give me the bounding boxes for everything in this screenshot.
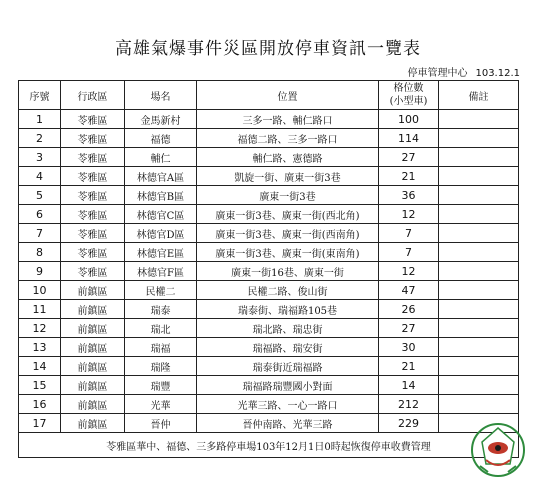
row-spaces: 12 (379, 205, 439, 224)
table-header-row (19, 81, 519, 110)
row-remark (439, 110, 519, 129)
table-row (19, 224, 519, 243)
row-remark (439, 395, 519, 414)
row-district: 前鎮區 (61, 414, 125, 433)
row-remark (439, 129, 519, 148)
table-row (19, 395, 519, 414)
row-district: 前鎮區 (61, 395, 125, 414)
document-title: 高雄氣爆事件災區開放停車資訊一覽表 (115, 39, 421, 59)
emblem-icon (468, 420, 528, 480)
row-location: 瑞泰街、瑞福路105巷 (197, 300, 379, 319)
row-remark (439, 300, 519, 319)
row-spaces: 14 (379, 376, 439, 395)
row-no: 1 (19, 110, 61, 129)
table-row (19, 129, 519, 148)
row-location: 民權二路、俊山街 (197, 281, 379, 300)
row-remark (439, 167, 519, 186)
row-no: 7 (19, 224, 61, 243)
row-spaces: 26 (379, 300, 439, 319)
row-location: 廣東一街3巷、廣東一街(西南角) (197, 224, 379, 243)
row-lot-name: 民權二 (125, 281, 197, 300)
row-no: 15 (19, 376, 61, 395)
issuer-line (330, 64, 520, 79)
row-district: 苓雅區 (61, 110, 125, 129)
table-row (19, 281, 519, 300)
row-spaces: 27 (379, 319, 439, 338)
issue-date: 103.12.1 (475, 68, 520, 79)
row-location: 光華三路、一心一路口 (197, 395, 379, 414)
row-spaces: 114 (379, 129, 439, 148)
row-district: 苓雅區 (61, 186, 125, 205)
header-spaces-line1: 格位數 (393, 83, 424, 94)
emblem-pupil (495, 445, 501, 451)
row-spaces: 21 (379, 167, 439, 186)
header-spaces-line2: (小型車) (389, 96, 428, 107)
header-lot-name: 場名 (125, 81, 197, 110)
table-row (19, 205, 519, 224)
header-location: 位置 (197, 81, 379, 110)
row-location: 廣東一街3巷、廣東一街(東南角) (197, 243, 379, 262)
row-district: 苓雅區 (61, 262, 125, 281)
table-row (19, 148, 519, 167)
row-no: 10 (19, 281, 61, 300)
row-district: 苓雅區 (61, 129, 125, 148)
row-spaces: 7 (379, 243, 439, 262)
row-spaces: 36 (379, 186, 439, 205)
row-district: 前鎮區 (61, 357, 125, 376)
row-location: 瑞福路、瑞安街 (197, 338, 379, 357)
row-lot-name: 林德官B區 (125, 186, 197, 205)
table-row (19, 414, 519, 433)
row-remark (439, 338, 519, 357)
row-district: 前鎮區 (61, 338, 125, 357)
row-lot-name: 林德官C區 (125, 205, 197, 224)
row-location: 瑞北路、瑞忠街 (197, 319, 379, 338)
table-row (19, 167, 519, 186)
row-district: 前鎮區 (61, 281, 125, 300)
emblem-leaves (480, 466, 516, 472)
row-district: 苓雅區 (61, 167, 125, 186)
row-no: 17 (19, 414, 61, 433)
row-location: 凱旋一街、廣東一街3巷 (197, 167, 379, 186)
row-spaces: 27 (379, 148, 439, 167)
table-row (19, 186, 519, 205)
row-lot-name: 瑞豐 (125, 376, 197, 395)
row-no: 13 (19, 338, 61, 357)
row-lot-name: 林德官E區 (125, 243, 197, 262)
row-remark (439, 262, 519, 281)
row-location: 輔仁路、憲德路 (197, 148, 379, 167)
table-row (19, 319, 519, 338)
table-row (19, 300, 519, 319)
row-remark (439, 281, 519, 300)
table-row (19, 376, 519, 395)
row-spaces: 21 (379, 357, 439, 376)
row-district: 苓雅區 (61, 224, 125, 243)
header-remarks: 備註 (439, 81, 519, 110)
row-no: 12 (19, 319, 61, 338)
row-location: 瑞福路瑞豐國小對面 (197, 376, 379, 395)
row-lot-name: 瑞福 (125, 338, 197, 357)
row-lot-name: 林德官D區 (125, 224, 197, 243)
row-no: 14 (19, 357, 61, 376)
row-district: 前鎮區 (61, 376, 125, 395)
table-row (19, 262, 519, 281)
row-lot-name: 林德官F區 (125, 262, 197, 281)
row-spaces: 100 (379, 110, 439, 129)
row-remark (439, 357, 519, 376)
row-remark (439, 319, 519, 338)
row-no: 16 (19, 395, 61, 414)
header-no: 序號 (19, 81, 61, 110)
parking-table (18, 80, 519, 458)
row-district: 前鎮區 (61, 300, 125, 319)
row-no: 3 (19, 148, 61, 167)
footnote: 苓雅區華中、福德、三多路停車場103年12月1日0時起恢復停車收費管理 (19, 433, 519, 458)
row-no: 2 (19, 129, 61, 148)
row-district: 前鎮區 (61, 319, 125, 338)
row-location: 晉仲南路、光華三路 (197, 414, 379, 433)
row-no: 6 (19, 205, 61, 224)
row-district: 苓雅區 (61, 205, 125, 224)
table-row (19, 243, 519, 262)
row-location: 廣東一街16巷、廣東一街 (197, 262, 379, 281)
row-lot-name: 林德官A區 (125, 167, 197, 186)
row-spaces: 229 (379, 414, 439, 433)
row-lot-name: 晉仲 (125, 414, 197, 433)
row-spaces: 12 (379, 262, 439, 281)
row-no: 8 (19, 243, 61, 262)
row-remark (439, 186, 519, 205)
row-remark (439, 205, 519, 224)
row-spaces: 212 (379, 395, 439, 414)
row-no: 9 (19, 262, 61, 281)
row-lot-name: 瑞泰 (125, 300, 197, 319)
row-spaces: 7 (379, 224, 439, 243)
row-spaces: 30 (379, 338, 439, 357)
row-lot-name: 金馬新村 (125, 110, 197, 129)
row-no: 11 (19, 300, 61, 319)
row-remark (439, 224, 519, 243)
row-remark (439, 148, 519, 167)
row-lot-name: 瑞隆 (125, 357, 197, 376)
row-district: 苓雅區 (61, 243, 125, 262)
table-row (19, 110, 519, 129)
row-location: 三多一路、輔仁路口 (197, 110, 379, 129)
row-no: 5 (19, 186, 61, 205)
issuer-name: 停車管理中心 (407, 68, 468, 79)
row-location: 瑞泰街近瑞福路 (197, 357, 379, 376)
row-lot-name: 福德 (125, 129, 197, 148)
row-location: 廣東一街3巷、廣東一街(西北角) (197, 205, 379, 224)
row-remark (439, 243, 519, 262)
row-location: 廣東一街3巷 (197, 186, 379, 205)
header-spaces (379, 81, 439, 110)
row-remark (439, 376, 519, 395)
header-district: 行政區 (61, 81, 125, 110)
row-lot-name: 瑞北 (125, 319, 197, 338)
row-district: 苓雅區 (61, 148, 125, 167)
table-body (19, 110, 519, 458)
table-row (19, 357, 519, 376)
row-lot-name: 輔仁 (125, 148, 197, 167)
row-no: 4 (19, 167, 61, 186)
row-lot-name: 光華 (125, 395, 197, 414)
footnote-row (19, 433, 519, 458)
row-location: 福德二路、三多一路口 (197, 129, 379, 148)
table-row (19, 338, 519, 357)
row-spaces: 47 (379, 281, 439, 300)
